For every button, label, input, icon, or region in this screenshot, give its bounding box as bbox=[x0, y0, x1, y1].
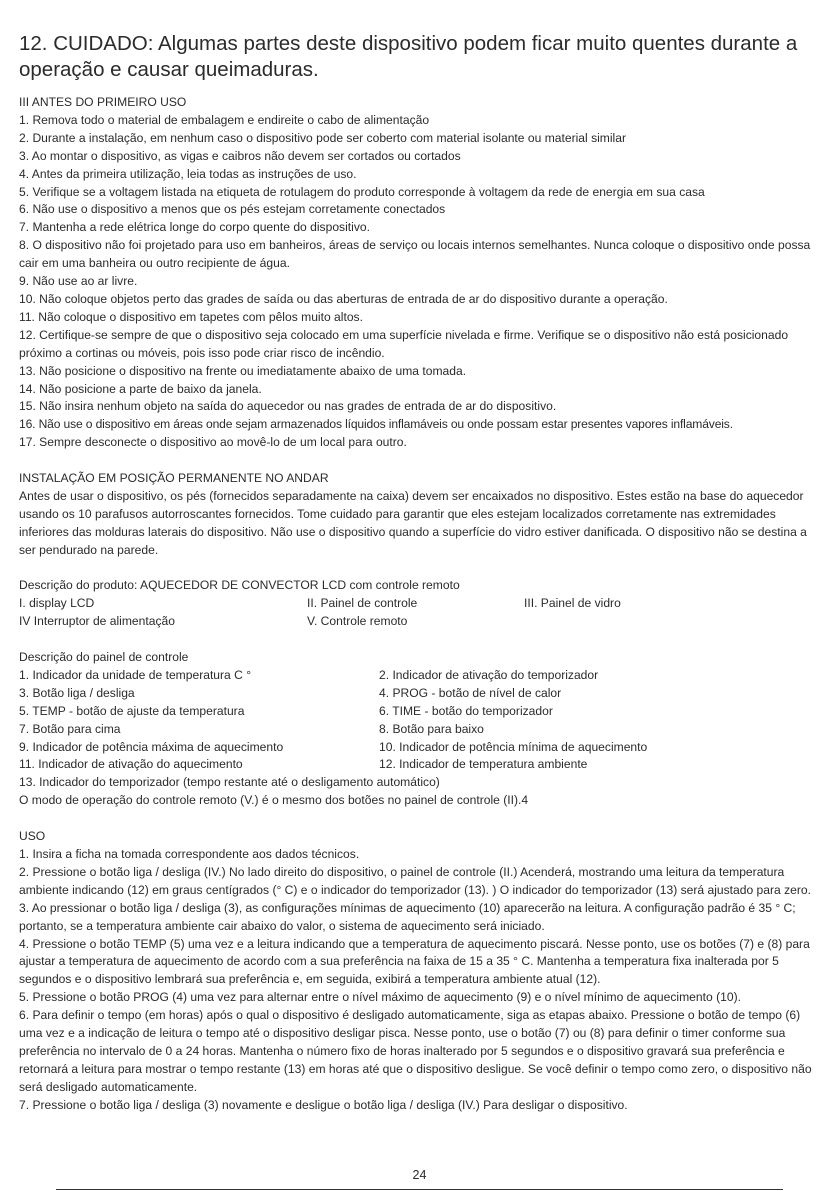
list-item: 8. O dispositivo não foi projetado para uso em banheiros, áreas de serviço ou locais internos semelhantes. Nunca coloque o dispositivo onde possa cair em uma banheira ou outro recipiente de água. bbox=[19, 238, 811, 271]
list-item: 1. Remova todo o material de embalagem e endireite o cabo de alimentação bbox=[19, 112, 430, 127]
list-item: 15. Não insira nenhum objeto na saída do aquecedor ou nas grades de entrada de ar do dispositivo. bbox=[19, 399, 557, 414]
list-item: 13. Não posicione o dispositivo na frente ou imediatamente abaixo de uma tomada. bbox=[19, 363, 467, 378]
installation-section bbox=[19, 470, 825, 560]
section-heading: III ANTES DO PRIMEIRO USO bbox=[19, 95, 187, 109]
usage-step: 3. Ao pressionar o botão liga / desliga (3), as configurações mínimas de aquecimento (10) aparecerão na leitura. A configuração padrão é 35 ° C; portanto, se a temperatura ambiente cair abaixo do valor, o sistema de aquecimento será iniciado. bbox=[19, 900, 796, 933]
document-page bbox=[19, 31, 825, 1115]
control-label: 3. Botão liga / desliga bbox=[19, 685, 135, 700]
section-heading: Descrição do produto: AQUECEDOR DE CONVECTOR LCD com controle remoto bbox=[19, 578, 460, 593]
part-label: III. Painel de vidro bbox=[524, 596, 621, 611]
usage-section bbox=[19, 828, 825, 1115]
part-label: V. Controle remoto bbox=[307, 614, 408, 629]
control-label: 5. TEMP - botão de ajuste da temperatura bbox=[19, 703, 245, 718]
remote-note: O modo de operação do controle remoto (V.) é o mesmo dos botões no painel de controle (II).4 bbox=[19, 793, 529, 808]
control-label: 12. Indicador de temperatura ambiente bbox=[379, 757, 588, 772]
control-row bbox=[19, 667, 825, 685]
control-label: 2. Indicador de ativação do temporizador bbox=[379, 667, 599, 682]
warning-heading: 12. CUIDADO: Algumas partes deste dispositivo podem ficar muito quentes durante a operação e causar queimaduras. bbox=[19, 32, 798, 81]
control-row bbox=[19, 721, 825, 739]
control-label: 6. TIME - botão do temporizador bbox=[379, 703, 553, 718]
footer-rule bbox=[56, 1189, 783, 1190]
control-panel-section bbox=[19, 649, 825, 810]
page-number: 24 bbox=[412, 1168, 427, 1182]
usage-step: 2. Pressione o botão liga / desliga (IV.) No lado direito do dispositivo, o painel de controle (II.) Acenderá, mostrando uma leitura da temperatura ambiente indicando (12) em graus centígrados (° C) e o indicador do temporizador (13). ) O indicador do temporizador (13) será ajustado para zero. bbox=[19, 864, 812, 897]
usage-step: 1. Insira a ficha na tomada correspondente aos dados técnicos. bbox=[19, 847, 360, 861]
list-item: 3. Ao montar o dispositivo, as vigas e caibros não devem ser cortados ou cortados bbox=[19, 148, 461, 163]
usage-step: 4. Pressione o botão TEMP (5) uma vez e a leitura indicando que a temperatura de aquecimento piscará. Nesse ponto, use os botões (7) e (8) para ajustar a temperatura de aquecimento de acordo com a sua preferência na faixa de 15 a 35 ° C. Mantenha a temperatura fixa inalterada por 5 segundos e o dispositivo lembrará sua preferência e, em seguida, exibirá a temperatura ambiente atual (12). bbox=[19, 936, 810, 987]
section-heading: USO bbox=[19, 829, 46, 844]
parts-row bbox=[19, 613, 825, 631]
control-label: 13. Indicador do temporizador (tempo restante até o desligamento automático) bbox=[19, 775, 440, 790]
list-item: 12. Certifique-se sempre de que o dispositivo seja colocado em uma superfície nivelada e firme. Verifique se o dispositivo não está posicionado próximo a cortinas ou móveis, pois isso pode criar risco de incêndio. bbox=[19, 327, 789, 360]
usage-step: 7. Pressione o botão liga / desliga (3) novamente e desligue o botão liga / desliga (IV.) Para desligar o dispositivo. bbox=[19, 1097, 628, 1112]
part-label: IV Interruptor de alimentação bbox=[19, 614, 175, 629]
control-row bbox=[19, 685, 825, 703]
installation-body: Antes de usar o dispositivo, os pés (fornecidos separadamente na caixa) devem ser encaixados no dispositivo. Estes estão na base do aquecedor usando os 10 parafusos autorroscantes fornecidos. Tome cuidado para garantir que eles estejam localizados corretamente nas extremidades inferiores das molduras laterais do dispositivo. Não use o dispositivo quando a superfície do vidro estiver danificada. O dispositivo não se destina a ser pendurado na parede. bbox=[19, 488, 807, 557]
list-item: 2. Durante a instalação, em nenhum caso o dispositivo pode ser coberto com material isolante ou material similar bbox=[19, 130, 627, 145]
list-item: 5. Verifique se a voltagem listada na etiqueta de rotulagem do produto corresponde à voltagem da rede de energia em sua casa bbox=[19, 184, 705, 199]
control-row bbox=[19, 739, 825, 757]
control-label: 10. Indicador de potência mínima de aquecimento bbox=[379, 739, 648, 754]
before-first-use-section bbox=[19, 94, 825, 452]
list-item: 17. Sempre desconecte o dispositivo ao movê-lo de um local para outro. bbox=[19, 435, 407, 450]
control-row bbox=[19, 756, 825, 774]
list-item: 10. Não coloque objetos perto das grades de saída ou das aberturas de entrada de ar do dispositivo durante a operação. bbox=[19, 291, 668, 306]
control-label: 7. Botão para cima bbox=[19, 721, 121, 736]
parts-row bbox=[19, 595, 825, 613]
list-item: 4. Antes da primeira utilização, leia todas as instruções de uso. bbox=[19, 166, 357, 181]
product-section bbox=[19, 577, 825, 631]
part-label: I. display LCD bbox=[19, 596, 95, 611]
usage-step: 6. Para definir o tempo (em horas) após o qual o dispositivo é desligado automaticamente, siga as etapas abaixo. Pressione o botão de tempo (6) uma vez e a indicação de leitura o tempo até o dispositivo desligar pisca. Nesse ponto, use o botão (7) ou (8) para definir o timer conforme sua preferência no intervalo de 0 a 24 horas. Mantenha o número fixo de horas inalterado por 5 segundos e o dispositivo gravará sua preferência e retornará a leitura para mostrar o tempo restante (13) em horas até que o dispositivo desligue. Se você definir o tempo como zero, o dispositivo não será desligado automaticamente. bbox=[19, 1008, 812, 1094]
control-row bbox=[19, 703, 825, 721]
list-item: 16. Não use o dispositivo em áreas onde sejam armazenados líquidos inflamáveis ou onde possam estar presentes vapores inflamáveis. bbox=[19, 417, 733, 432]
control-label: 4. PROG - botão de nível de calor bbox=[379, 685, 562, 700]
list-item: 7. Mantenha a rede elétrica longe do corpo quente do dispositivo. bbox=[19, 220, 370, 235]
control-label: 11. Indicador de ativação do aquecimento bbox=[19, 757, 243, 772]
part-label: II. Painel de controle bbox=[307, 596, 418, 611]
section-heading: INSTALAÇÃO EM POSIÇÃO PERMANENTE NO ANDAR bbox=[19, 471, 329, 486]
control-label: 1. Indicador da unidade de temperatura C ° bbox=[19, 667, 252, 682]
list-item: 14. Não posicione a parte de baixo da janela. bbox=[19, 381, 262, 396]
list-item: 11. Não coloque o dispositivo em tapetes com pêlos muito altos. bbox=[19, 309, 363, 324]
control-label: 9. Indicador de potência máxima de aquecimento bbox=[19, 739, 284, 754]
usage-step: 5. Pressione o botão PROG (4) uma vez para alternar entre o nível máximo de aquecimento (9) e o nível mínimo de aquecimento (10). bbox=[19, 990, 741, 1005]
section-heading: Descrição do painel de controle bbox=[19, 650, 189, 665]
control-label: 8. Botão para baixo bbox=[379, 721, 484, 736]
list-item: 9. Não use ao ar livre. bbox=[19, 274, 138, 289]
list-item: 6. Não use o dispositivo a menos que os pés estejam corretamente conectados bbox=[19, 202, 446, 217]
